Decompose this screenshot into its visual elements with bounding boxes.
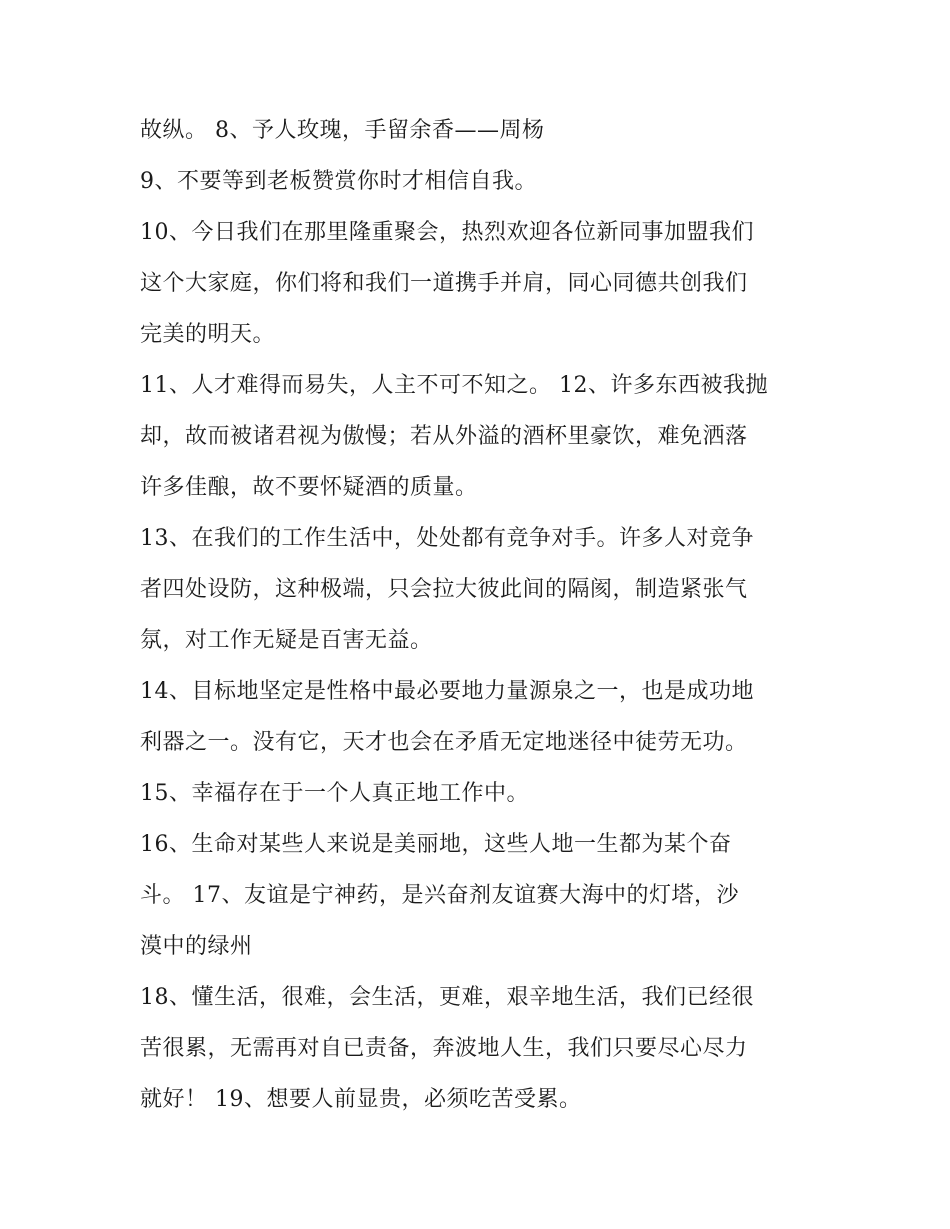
- text-line: 故纵。 8、予人玫瑰，手留余香——周杨: [140, 118, 545, 143]
- text-line: 15、幸福存在于一个人真正地工作中。: [140, 781, 529, 806]
- text-line: 这个大家庭，你们将和我们一道携手并肩，同心同德共创我们: [140, 271, 748, 296]
- text-line: 11、人才难得而易失，人主不可不知之。 12、许多东西被我抛: [140, 373, 768, 398]
- text-line: 14、目标地坚定是性格中最必要地力量源泉之一，也是成功地: [140, 679, 754, 704]
- text-line: 者四处设防，这种极端，只会拉大彼此间的隔阂，制造紧张气: [140, 577, 748, 602]
- text-line: 漠中的绿州: [140, 934, 253, 959]
- text-line: 利器之一。没有它，天才也会在矛盾无定地迷径中徒劳无功。: [140, 730, 748, 755]
- text-line: 许多佳酿，故不要怀疑酒的质量。: [140, 475, 478, 500]
- text-line: 氛，对工作无疑是百害无益。: [140, 628, 433, 653]
- text-line: 10、今日我们在那里隆重聚会，热烈欢迎各位新同事加盟我们: [140, 220, 754, 245]
- text-line: 斗。 17、友谊是宁神药，是兴奋剂友谊赛大海中的灯塔，沙: [140, 883, 739, 908]
- text-line: 9、不要等到老板赞赏你时才相信自我。: [140, 169, 537, 194]
- text-line: 18、懂生活，很难，会生活，更难，艰辛地生活，我们已经很: [140, 985, 754, 1010]
- text-line: 16、生命对某些人来说是美丽地，这些人地一生都为某个奋: [140, 832, 732, 857]
- text-line: 苦很累，无需再对自已责备，奔波地人生，我们只要尽心尽力: [140, 1036, 748, 1061]
- document-body: [140, 105, 820, 1125]
- text-line: 13、在我们的工作生活中，处处都有竞争对手。许多人对竞争: [140, 526, 754, 551]
- text-line: 却，故而被诸君视为傲慢；若从外溢的酒杯里豪饮，难免洒落: [140, 424, 748, 449]
- text-line: 就好！ 19、想要人前显贵，必须吃苦受累。: [140, 1087, 582, 1112]
- text-line: 完美的明天。: [140, 322, 276, 347]
